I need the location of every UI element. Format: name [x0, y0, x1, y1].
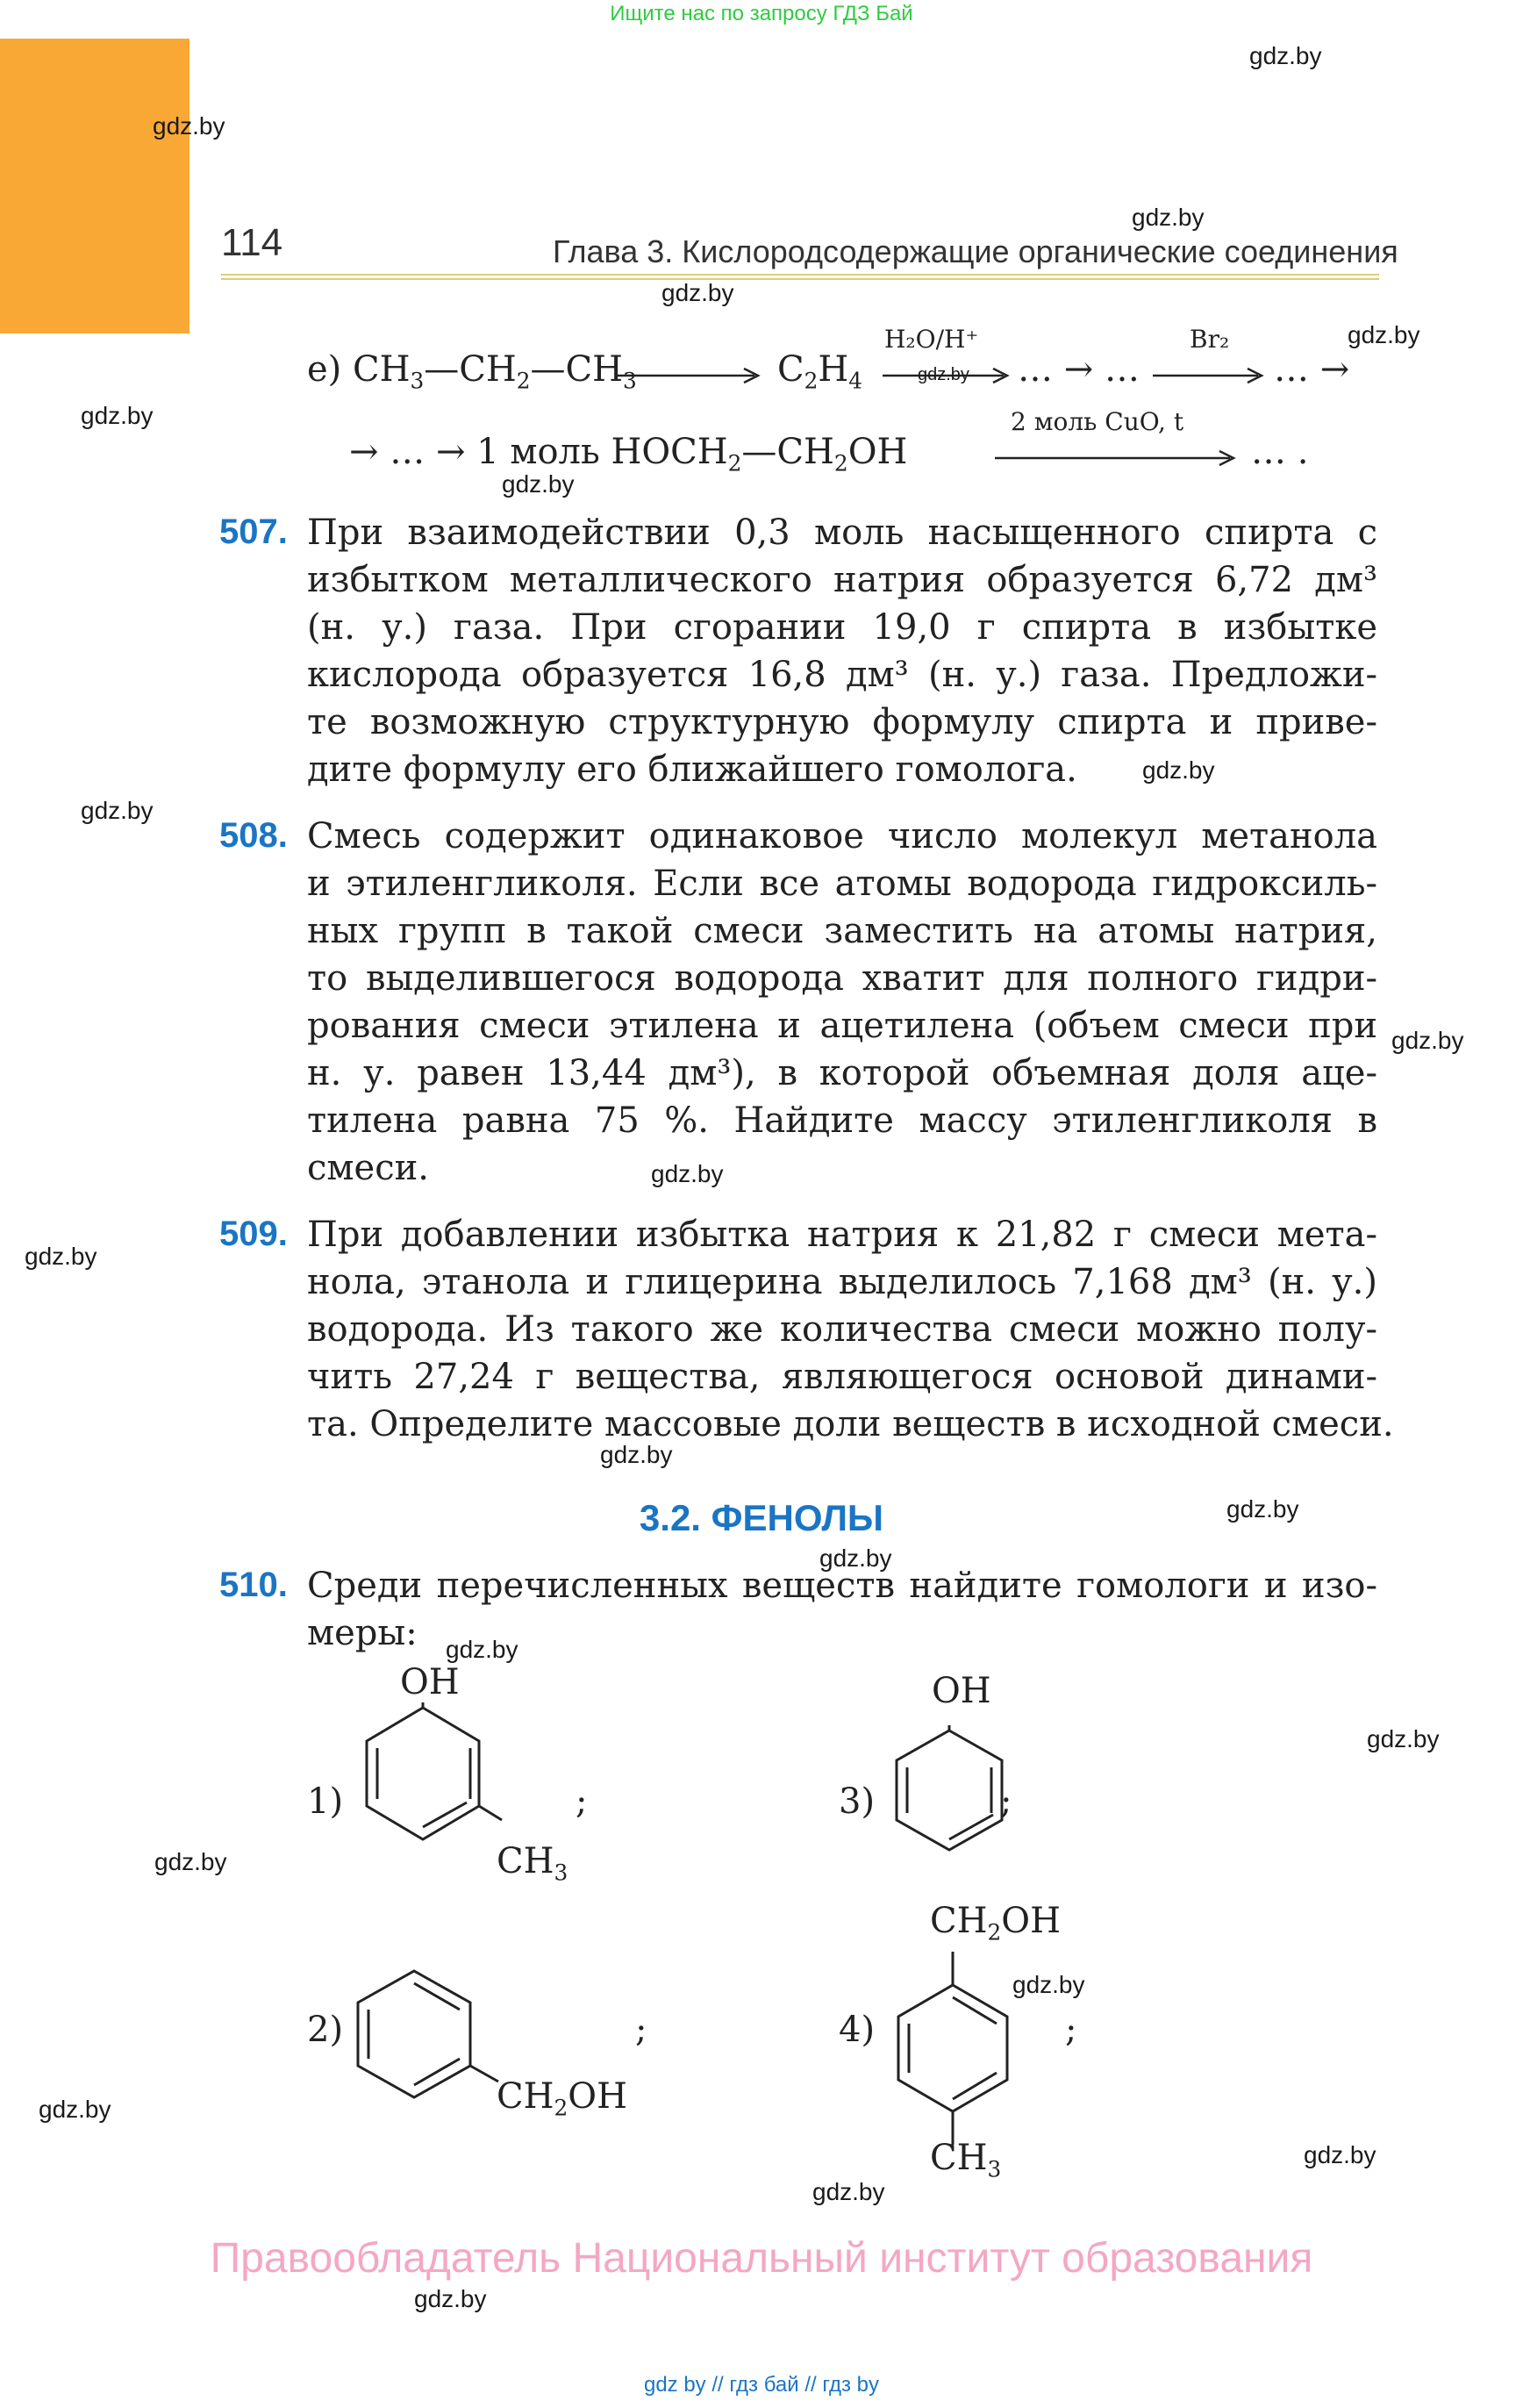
structure-1-ch3: $CH_3$ [497, 1841, 568, 1886]
problem-number: 509. [219, 1215, 288, 1253]
watermark: gdz.by [1367, 1725, 1440, 1752]
watermark: gdz.by [1226, 1495, 1299, 1523]
watermark: gdz.by [446, 1636, 518, 1663]
watermark: gdz.by [1348, 321, 1420, 348]
reaction-arrow [1151, 353, 1267, 388]
structure-4-ch2oh: $CH_2OH$ [930, 1901, 1061, 1946]
watermark: gdz.by [1249, 42, 1322, 69]
page-number: 114 [221, 221, 283, 264]
scheme-line-2: → … → 1 моль $HOCH_2—CH_2OH$ [349, 432, 908, 477]
benzene-ring-icon [347, 1962, 505, 2120]
structure-3-separator: ; [1000, 1781, 1012, 1822]
watermark: gdz.by [1142, 756, 1215, 784]
problem-508-text: Смесь содержит одинаковое число молекул метанола и этиленгликоля. Если все атомы водорода гидроксиль- ных групп в такой смеси заместить на атомы натрия, то выделившегося водорода хватит для полного гидри- рования смеси этилена и ацетилена (объем смеси при н. у. равен 13,44 дм³), в которой объемная доля аце- тилена равна 75 %. Найдите массу этиленгликоля в смеси. [307, 816, 1377, 1188]
scheme-line-1: е) $CH_3—CH_2—CH_3$ [307, 349, 637, 394]
structure-4-ch3: $CH_3$ [930, 2138, 1002, 2182]
watermark: gdz.by [1391, 1027, 1464, 1054]
watermark: gdz.by [661, 279, 734, 306]
copyright-notice: Правообладатель Национальный институт образования [210, 2235, 1313, 2282]
reaction-arrow [993, 435, 1241, 470]
scheme-dots-1: … → … [1018, 349, 1140, 390]
watermark: gdz.by [918, 365, 969, 384]
arrow-condition-acid: H₂O/H⁺ [884, 325, 979, 354]
problem-510-text: Среди перечисленных веществ найдите гомологи и изо- меры: [307, 1566, 1377, 1653]
section-title: 3.2. ФЕНОЛЫ [639, 1497, 884, 1538]
structure-1-oh: OH [400, 1662, 460, 1702]
arrow-condition-copper-oxide: 2 моль CuO, t [1011, 407, 1184, 436]
watermark: gdz.by [1012, 1971, 1085, 1998]
structure-1-separator: ; [576, 1781, 588, 1822]
benzene-ring-icon [347, 1702, 505, 1878]
watermark: gdz.by [154, 1848, 227, 1875]
watermark: gdz.by [651, 1160, 724, 1187]
structure-2-separator: ; [635, 2010, 647, 2050]
problem-509-text: При добавлении избытка натрия к 21,82 г смеси мета- нола, этанола и глицерина выделилось 7,168 дм³ (н. у.) водорода. Из такого же количества смеси можно полу- чить 27,24 г вещества, являющегося основой динами- та. Определите массовые доли веществ в исходной смеси. [307, 1215, 1394, 1444]
reaction-arrow [614, 353, 763, 388]
problem-number: 510. [219, 1566, 288, 1604]
structure-2-ch2oh: $CH_2OH$ [497, 2076, 627, 2121]
top-note: Ищите нас по запросу ГДЗ Бай [610, 2, 913, 25]
problem-507-text: При взаимодействии 0,3 моль насыщенного спирта с избытком металлического натрия образуется 6,72 дм³ (н. у.) газа. При сгорании 19,0 г спирта в избытке кислорода образуется 16,8 дм³ (н. у.) газа. Предложи- те возможную структурную формулу спирта и приве- дите формулу его ближайшего гомолога. [307, 512, 1377, 790]
structure-4-label: 4) [839, 2010, 876, 2050]
watermark: gdz.by [39, 2096, 111, 2123]
watermark: gdz.by [414, 2285, 487, 2312]
watermark: gdz.by [25, 1243, 97, 1270]
watermark: gdz.by [502, 470, 575, 498]
scheme-dots-2: … → [1274, 349, 1350, 390]
watermark: gdz.by [153, 112, 225, 140]
watermark: gdz.by [812, 2178, 885, 2205]
corner-accent-block [0, 39, 189, 333]
header-rule [221, 274, 1379, 280]
structure-3-label: 3) [839, 1781, 876, 1822]
bottom-links[interactable]: gdz by // гдз бай // гдз by [643, 2373, 880, 2397]
watermark: gdz.by [1132, 204, 1205, 231]
problem-number: 507. [219, 512, 288, 551]
watermark: gdz.by [819, 1544, 892, 1572]
watermark: gdz.by [600, 1441, 673, 1468]
benzene-ring-icon [883, 1943, 1032, 2162]
watermark: gdz.by [81, 797, 154, 824]
structure-2-label: 2) [307, 2010, 344, 2050]
watermark: gdz.by [1304, 2141, 1376, 2168]
structure-1-label: 1) [307, 1781, 344, 1822]
chapter-title: Глава 3. Кислородсодержащие органические соединения [553, 233, 1398, 269]
problem-number: 508. [219, 816, 288, 855]
watermark: gdz.by [81, 402, 154, 429]
ethylene-formula: $C_2H_4$ [777, 349, 863, 394]
scheme-label: е) [307, 349, 342, 390]
structure-3-oh: OH [932, 1671, 991, 1711]
structure-4-separator: ; [1065, 2010, 1077, 2050]
scheme-end: … . [1251, 432, 1309, 472]
arrow-condition-bromine: Br₂ [1190, 325, 1230, 354]
